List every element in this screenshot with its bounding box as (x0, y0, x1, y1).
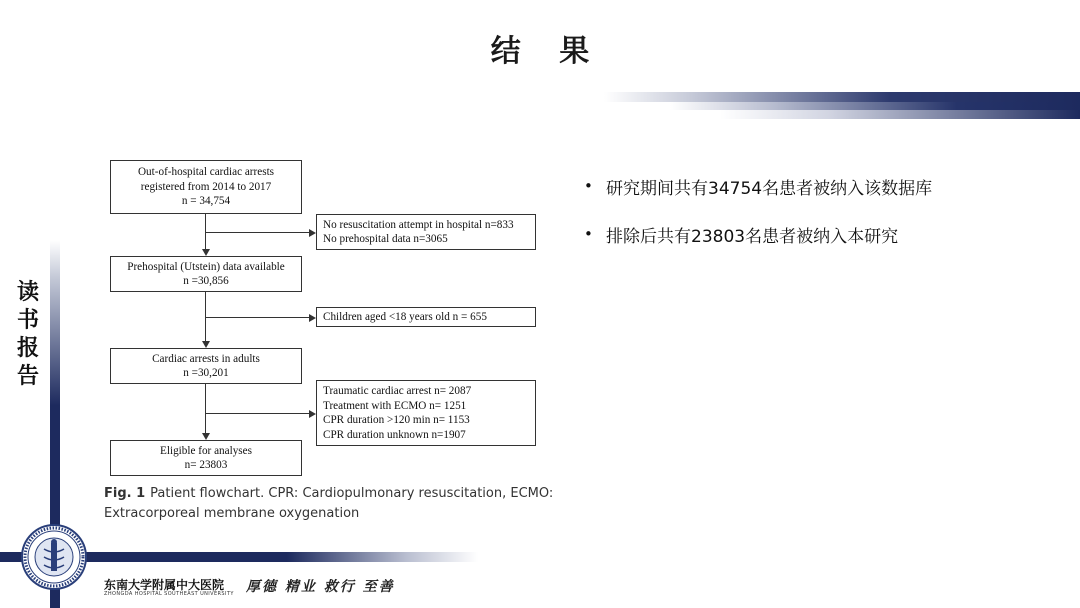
flow-arrow-right (309, 229, 316, 237)
bullet-marker: • (584, 225, 593, 243)
header-band-top (604, 92, 1080, 102)
bullet-item (584, 220, 1054, 248)
hospital-name-cn: 东南大学附属中大医院 (104, 578, 225, 592)
header-band-middle (670, 102, 1080, 110)
bullet-marker: • (584, 177, 593, 195)
flow-arrow-right (309, 314, 316, 322)
flow-box-eligible (110, 440, 302, 476)
side-label (14, 278, 42, 390)
bullet-item (584, 172, 1054, 200)
flow-text: n =30,856 (183, 275, 229, 287)
flow-text: Treatment with ECMO n= 1251 (323, 399, 467, 412)
flow-text: Cardiac arrests in adults (152, 352, 260, 365)
flow-text: Out-of-hospital cardiac arrests (137, 166, 275, 179)
flow-connector (205, 384, 206, 433)
flow-arrow-down (202, 249, 210, 256)
header-band-bottom (720, 110, 1080, 119)
flow-text: Eligible for analyses (160, 444, 252, 457)
flow-text: CPR duration >120 min n= 1153 (323, 414, 470, 426)
flow-box-adults (110, 348, 302, 384)
flow-text: CPR duration unknown n=1907 (323, 428, 466, 441)
side-char: 告 (16, 363, 39, 389)
flow-arrow-down (202, 433, 210, 440)
side-char: 书 (16, 307, 39, 333)
flow-text: Prehospital (Utstein) data available (127, 260, 285, 273)
bullet-text: 研究期间共有34754名患者被纳入该数据库 (606, 178, 933, 199)
flow-box-exclusion-2 (316, 307, 536, 327)
flow-connector (205, 413, 309, 414)
flow-arrow-down (202, 341, 210, 348)
hospital-seal-icon (20, 523, 88, 591)
bullet-text: 排除后共有23803名患者被纳入本研究 (606, 226, 899, 247)
flow-box-exclusion-3 (316, 380, 536, 446)
flow-box-exclusion-1 (316, 214, 536, 250)
flow-text: registered from 2014 to 2017 (140, 180, 272, 193)
flow-text: Traumatic cardiac arrest n= 2087 (323, 385, 472, 397)
flow-connector (205, 317, 309, 318)
caption-label: Fig. 1 (104, 486, 146, 501)
figure-caption (104, 484, 554, 524)
flow-connector (205, 232, 309, 233)
side-char: 报 (16, 335, 39, 361)
flow-arrow-right (309, 410, 316, 418)
patient-flowchart (100, 150, 550, 530)
caption-text: Patient flowchart. CPR: Cardiopulmonary resuscitation, ECMO: Extracorporeal membrane oxygenation (104, 486, 554, 521)
flow-box-prehospital (110, 256, 302, 292)
flow-text: n =30,201 (183, 367, 229, 379)
flow-text: No prehospital data n=3065 (323, 233, 448, 245)
hospital-motto: 厚德 精业 救行 至善 (246, 579, 395, 595)
hospital-name-en: ZHONGDA HOSPITAL SOUTHEAST UNIVERSITY (104, 591, 234, 597)
flow-text: No resuscitation attempt in hospital n=833 (323, 218, 514, 231)
flow-text: Children aged <18 years old n = 655 (323, 310, 487, 323)
flow-text: n = 34,754 (181, 195, 231, 208)
slide-title: 结 果 (490, 34, 604, 69)
flow-box-registered (110, 160, 302, 214)
flow-text: n= 23803 (184, 459, 228, 471)
result-bullets (584, 172, 1054, 268)
side-char: 读 (16, 279, 39, 305)
